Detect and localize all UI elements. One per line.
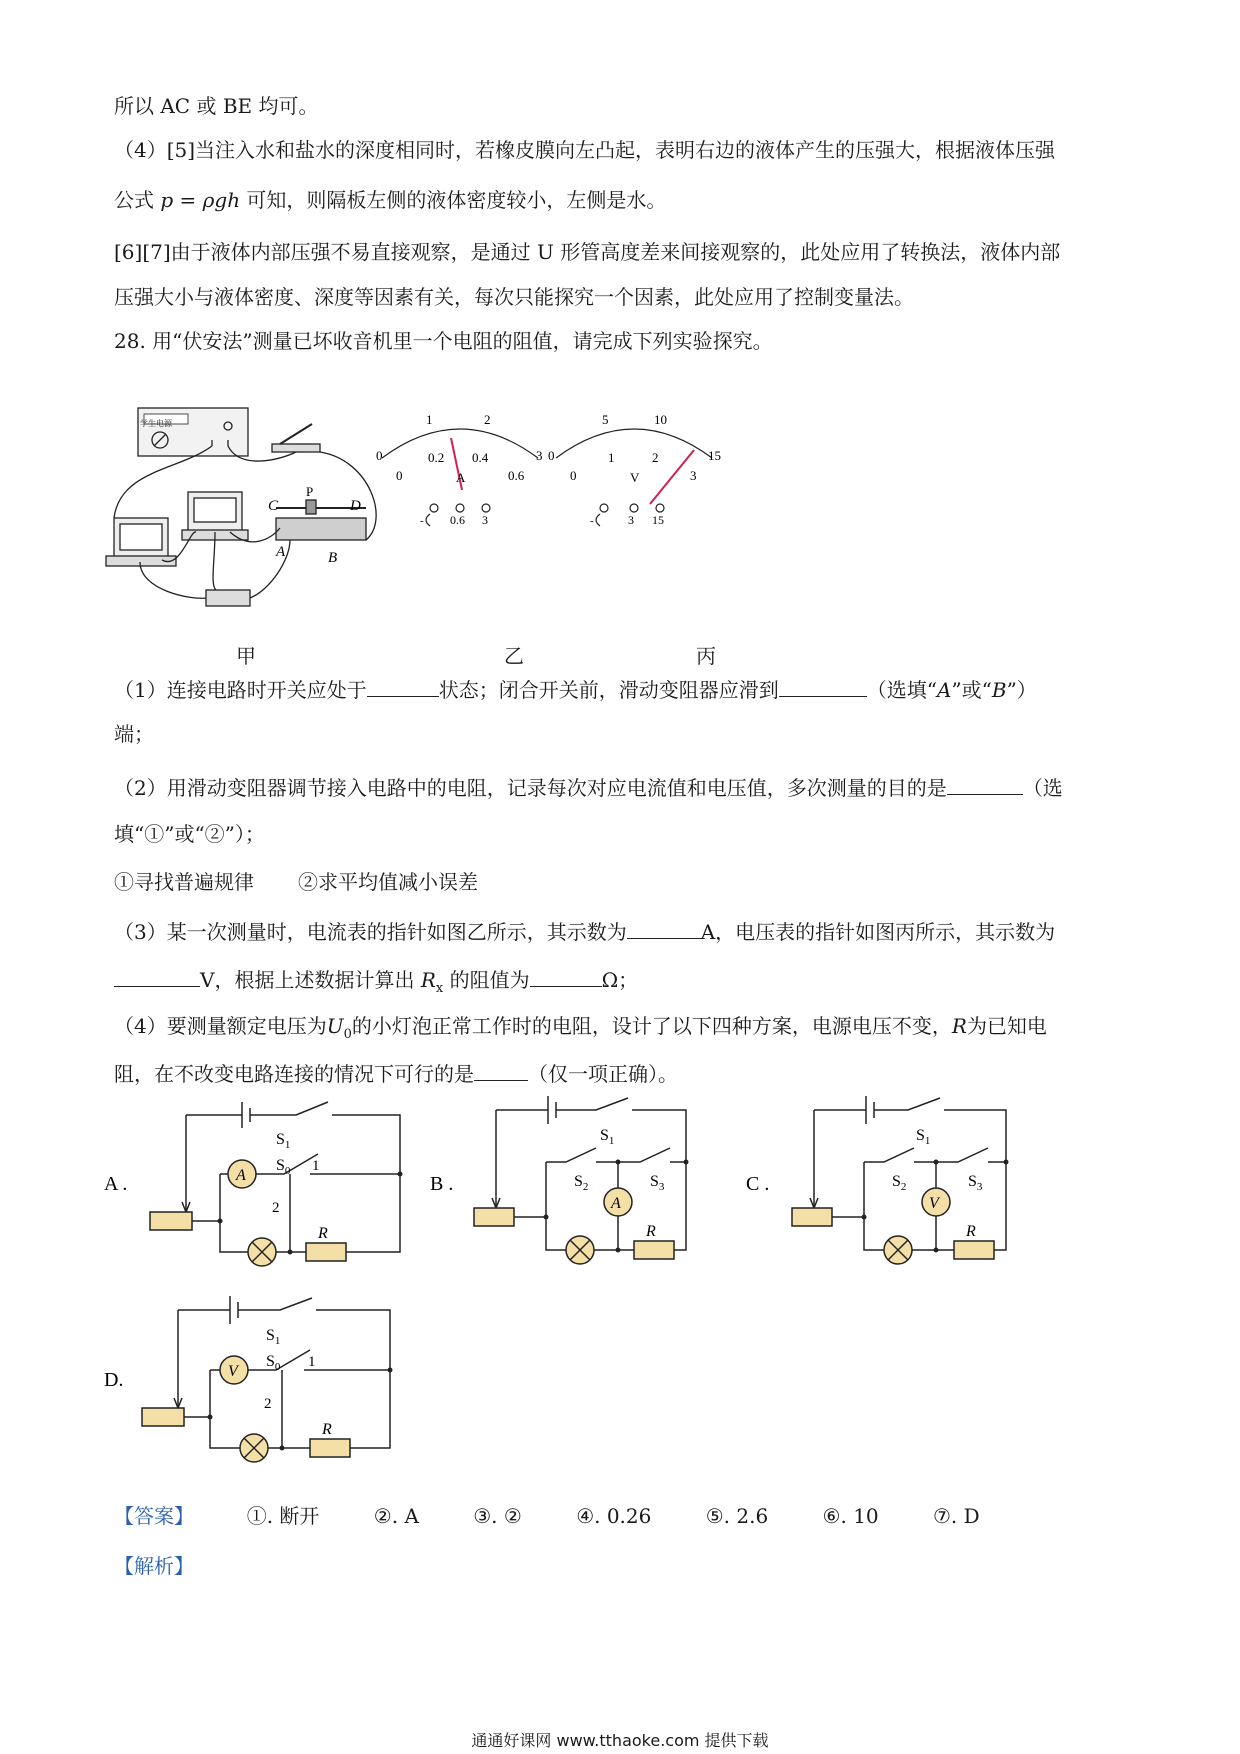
circuit-a-meter: A	[236, 1167, 246, 1184]
answer-item-3: ③. ②	[473, 1504, 522, 1528]
circuit-b-s2: $S_2$	[574, 1173, 589, 1193]
blank-7[interactable]	[474, 1058, 528, 1081]
voltmeter-unit: V	[630, 470, 640, 485]
voltmeter-top-5: 5	[602, 412, 609, 427]
voltmeter-terminal-15: 15	[652, 513, 664, 527]
ammeter-top-0: 0	[376, 448, 383, 463]
answer-item-7: ⑦. D	[933, 1504, 980, 1528]
circuit-a-r: R	[318, 1225, 328, 1242]
experiment-figure	[100, 400, 840, 620]
circuit-d-meter: V	[228, 1363, 238, 1380]
voltmeter-terminal-neg: -	[590, 515, 594, 527]
answer-item-5: ⑤. 2.6	[705, 1504, 769, 1528]
ammeter-top-1: 1	[426, 412, 433, 427]
voltmeter-bottom-2: 2	[652, 450, 659, 465]
pressure-formula: p = ρgh	[160, 188, 241, 212]
question-3-line: （3）某一次测量时，电流表的指针如图乙所示，其示数为 A，电压表的指针如图丙所示，其示数为	[114, 916, 1055, 946]
circuit-c-s2: $S_2$	[892, 1173, 907, 1193]
circuit-b-lamp-icon	[566, 1236, 594, 1264]
text-line-4: [6][7]由于液体内部压强不易直接观察，是通过 U 形管高度差来间接观察的，此处应用了转换法，液体内部	[114, 240, 1061, 264]
voltmeter-top-0: 0	[548, 448, 555, 463]
ammeter-unit: A	[456, 470, 466, 485]
caption-jia: 甲	[236, 644, 256, 668]
blank-6[interactable]	[530, 964, 602, 987]
answer-item-2: ②. A	[373, 1504, 419, 1528]
page-footer: 通通好课网 www.tthaoke.com 提供下载	[471, 1731, 769, 1750]
voltmeter-top-10: 10	[654, 412, 667, 427]
voltmeter-bottom-3: 3	[690, 468, 697, 483]
answer-item-4: ④. 0.26	[576, 1504, 652, 1528]
option-2: ②求平均值减小误差	[298, 870, 478, 894]
voltmeter-terminal-3: 3	[628, 513, 634, 527]
resistor-rx	[206, 590, 250, 606]
answer-tag: 【答案】	[114, 1504, 194, 1528]
question-2-cont: 填“①”或“②”）；	[114, 822, 265, 846]
circuit-d-label: D.	[104, 1369, 124, 1391]
rheostat	[276, 518, 366, 540]
circuit-b-r: R	[646, 1223, 656, 1240]
text-line-1: 所以 AC 或 BE 均可。	[114, 94, 319, 118]
voltmeter-bottom-0: 0	[570, 468, 577, 483]
ammeter-terminal-0.6: 0.6	[450, 513, 465, 527]
circuit-a-s0: $S_0$	[276, 1157, 291, 1177]
blank-4[interactable]	[627, 916, 701, 939]
circuit-b-label: B .	[430, 1173, 454, 1195]
circuit-a-pos2: 2	[272, 1200, 280, 1216]
ammeter-bottom-1: 0.2	[428, 450, 445, 465]
caption-bing: 丙	[696, 644, 716, 668]
circuit-b-meter: A	[611, 1195, 621, 1212]
text-line-5: 压强大小与液体密度、深度等因素有关，每次只能探究一个因素，此处应用了控制变量法。	[114, 285, 914, 309]
power-supply-label: 学生电源	[140, 419, 172, 428]
circuit-d-pos1: 1	[308, 1354, 316, 1370]
question-2-line: （2）用滑动变阻器调节接入电路中的电阻，记录每次对应电流值和电压值，多次测量的目的是 （选	[114, 772, 1063, 802]
apparatus-diagram	[106, 408, 376, 606]
answer-item-6: ⑥. 10	[822, 1504, 879, 1528]
ammeter-top-3: 3	[536, 448, 543, 463]
caption-yi: 乙	[504, 644, 524, 668]
circuit-d-s1: $S_1$	[266, 1327, 281, 1347]
circuit-options	[100, 1090, 1140, 1490]
terminal-p: P	[306, 484, 314, 499]
circuit-c-r: R	[966, 1223, 976, 1240]
circuit-d-r: R	[322, 1421, 332, 1438]
ammeter-bottom-0: 0	[396, 468, 403, 483]
circuit-c-s3: $S_3$	[968, 1173, 983, 1193]
answer-row	[114, 1502, 980, 1530]
circuit-d-pos2: 2	[264, 1396, 272, 1412]
question-3-cont: V，根据上述数据计算出 $R_x$ 的阻值为 Ω；	[114, 964, 638, 1003]
circuit-c-s1: $S_1$	[916, 1127, 931, 1147]
circuit-d-lamp-icon	[240, 1434, 268, 1462]
voltmeter-top-15: 15	[708, 448, 721, 463]
question-4-cont: 阻，在不改变电路连接的情况下可行的是 （仅一项正确）。	[114, 1058, 678, 1088]
ammeter-bottom-2: 0.4	[472, 450, 489, 465]
circuit-a-lamp-icon	[248, 1238, 276, 1266]
circuit-b-s1: $S_1$	[600, 1127, 615, 1147]
question-1-end: 端；	[114, 722, 154, 746]
voltmeter-bottom-1: 1	[608, 450, 615, 465]
ammeter-top-2: 2	[484, 412, 491, 427]
terminal-b: B	[328, 550, 338, 566]
answer-item-1: ①. 断开	[246, 1504, 320, 1528]
circuit-c-label: C .	[746, 1173, 770, 1195]
circuit-a-pos1: 1	[312, 1158, 320, 1174]
circuit-c-lamp-icon	[884, 1236, 912, 1264]
text-line-2: （4）[5]当注入水和盐水的深度相同时，若橡皮膜向左凸起，表明右边的液体产生的压强大，根据液体压强	[114, 138, 1056, 162]
blank-2[interactable]	[779, 674, 867, 697]
blank-1[interactable]	[367, 674, 439, 697]
question-1-line: （1）连接电路时开关应处于 状态；闭合开关前，滑动变阻器应滑到 （选填“A”或“B”）	[114, 674, 1037, 704]
blank-5[interactable]	[114, 964, 200, 987]
ammeter-terminal-3: 3	[482, 513, 488, 527]
question-2-options	[114, 868, 478, 896]
option-1: ①寻找普遍规律	[114, 870, 254, 894]
circuit-d-s0: $S_0$	[266, 1353, 281, 1373]
circuit-b-s3: $S_3$	[650, 1173, 665, 1193]
terminal-d: D	[350, 498, 361, 514]
terminal-c: C	[268, 498, 279, 514]
blank-3[interactable]	[947, 772, 1023, 795]
question-28-title: 28. 用“伏安法”测量已坏收音机里一个电阻的阻值，请完成下列实验探究。	[114, 329, 773, 353]
text-line-3: 公式 p = ρgh 可知，则隔板左侧的液体密度较小，左侧是水。	[114, 188, 667, 212]
question-4-line: （4）要测量额定电压为$U_0$的小灯泡正常工作时的电阻，设计了以下四种方案，电源电压不变，R为已知电	[114, 1014, 1047, 1042]
circuit-a-s1: $S_1$	[276, 1131, 291, 1151]
circuit-c-meter: V	[929, 1195, 939, 1212]
ammeter-bottom-3: 0.6	[508, 468, 525, 483]
circuit-a	[150, 1102, 400, 1261]
ammeter-terminal-neg: -	[420, 515, 424, 527]
circuit-d	[142, 1296, 390, 1457]
circuit-a-label: A .	[104, 1173, 128, 1195]
terminal-a: A	[276, 544, 286, 560]
analysis-tag: 【解析】	[114, 1554, 194, 1578]
